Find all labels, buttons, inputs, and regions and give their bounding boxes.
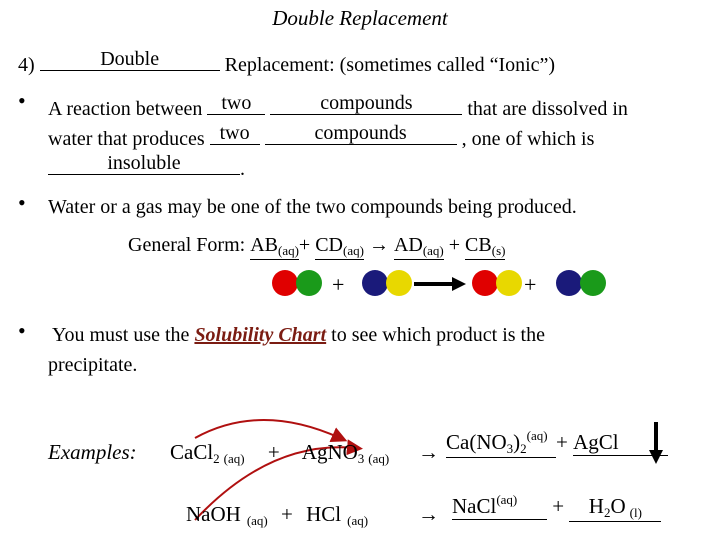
ex1-plus: + <box>267 440 280 464</box>
bullet-marker-1: • <box>18 88 26 113</box>
ex2-nacl-state: (aq) <box>496 492 518 507</box>
ex1-cano-state: (aq) <box>526 428 548 443</box>
ex2-h-subscript: 2 <box>603 505 611 520</box>
ex2-plus-2: + <box>552 494 565 518</box>
ball-c-navy-product <box>556 270 582 296</box>
bullet1-text-c: water that produces <box>48 128 210 150</box>
gf-reactant-cd <box>315 234 364 260</box>
precipitate-down-arrow <box>646 420 666 466</box>
ex2-product-2 <box>569 494 661 522</box>
slide-title: Double Replacement <box>272 6 448 30</box>
blank-two-1 <box>207 94 265 115</box>
ex1-cacl-formula: CaCl <box>170 440 214 464</box>
gf-ad-state: (aq) <box>422 243 444 258</box>
heading-line <box>18 50 555 77</box>
blank-two-2 <box>210 124 260 145</box>
ex2-hcl-formula: HCl <box>306 502 342 526</box>
example2-products <box>452 492 661 522</box>
gf-cb-formula: CB <box>465 234 492 256</box>
gf-product-ad <box>394 234 444 260</box>
blank-insoluble <box>48 154 240 175</box>
gf-plus-1: + <box>298 234 311 256</box>
ball-b-green <box>296 270 322 296</box>
ex2-h-formula: H <box>588 494 604 518</box>
bullet2-text: Water or a gas may be one of the two compounds being produced. <box>48 196 577 218</box>
ex2-naoh-formula: NaOH <box>186 502 241 526</box>
general-form <box>128 234 505 260</box>
gf-ad-formula: AD <box>393 234 423 256</box>
ball-d-yellow <box>386 270 412 296</box>
diagram-plus-2: + <box>524 272 537 297</box>
ex1-cano-close: ) <box>513 430 521 454</box>
gf-ab-formula: AB <box>250 234 278 256</box>
ex2-naoh-state: (aq) <box>246 513 268 528</box>
example1-reactants <box>170 440 389 467</box>
ex1-cano-subscript-2: 2 <box>520 441 527 456</box>
ex2-product-1 <box>452 492 547 520</box>
example2-reactants <box>186 502 368 529</box>
gf-plus-2: + <box>448 234 461 256</box>
bullet3-text-a: You must use the <box>52 324 195 346</box>
blank-compounds-2-answer: compounds <box>314 122 407 144</box>
blank-insoluble-answer: insoluble <box>107 152 181 174</box>
ex1-cacl-state: (aq) <box>223 451 245 466</box>
ex1-cano-formula: Ca(NO <box>446 430 507 454</box>
ex1-agno-subscript: 3 <box>357 451 365 466</box>
diagram-arrow <box>414 275 466 293</box>
ex1-agno-formula: AgNO <box>301 440 358 464</box>
blank-reaction-type-answer: Double <box>100 48 160 70</box>
ball-c-navy <box>362 270 388 296</box>
general-form-label: General Form: <box>128 234 246 256</box>
ex1-product-1 <box>446 428 556 458</box>
bullet3-line2: precipitate. <box>48 354 138 376</box>
example1-products <box>446 428 668 458</box>
ex1-cacl-subscript: 2 <box>213 451 220 466</box>
bullet1-text-b: that are dissolved in <box>462 98 628 120</box>
ball-d-yellow-product <box>496 270 522 296</box>
ex2-nacl-formula: NaCl <box>452 494 497 518</box>
blank-compounds-2 <box>265 124 457 145</box>
bullet1-period: . <box>240 158 245 180</box>
item-number: 4) <box>18 54 40 76</box>
diagram-plus-1: + <box>332 272 345 297</box>
gf-arrow: → <box>368 234 389 256</box>
bullet3-line1 <box>52 324 545 347</box>
bullet1-line2 <box>48 124 594 151</box>
blank-compounds-1-answer: compounds <box>320 92 413 114</box>
gf-product-cb <box>465 234 505 260</box>
gf-reactant-ab <box>250 234 299 260</box>
ex2-o-formula: O <box>610 494 626 518</box>
blank-two-2-answer: two <box>219 122 250 144</box>
ex2-water-state: (l) <box>629 505 642 520</box>
bullet1-line1 <box>48 94 628 121</box>
blank-compounds-1 <box>270 94 462 115</box>
ex1-agcl-formula: AgCl <box>573 430 619 454</box>
bullet-marker-2: • <box>18 190 26 215</box>
bullet1-line3 <box>48 154 245 181</box>
gf-cd-state: (aq) <box>343 243 364 258</box>
ex1-plus-2: + <box>556 430 568 454</box>
bullet1-text-a: A reaction between <box>48 98 208 120</box>
ex1-agno-state: (aq) <box>368 451 390 466</box>
ex2-plus: + <box>281 502 293 526</box>
bullet3-text-b: to see which product is the <box>326 324 545 346</box>
ball-a-red-product <box>472 270 498 296</box>
ball-a-red <box>272 270 298 296</box>
gf-cb-state: (s) <box>491 243 506 258</box>
solubility-chart-emphasis: Solubility Chart <box>194 324 327 346</box>
ball-b-green-product <box>580 270 606 296</box>
gf-cd-formula: CD <box>315 234 343 256</box>
blank-reaction-type <box>40 50 220 71</box>
example2-arrow: → <box>418 502 439 526</box>
ex1-cano-subscript: 3 <box>506 441 514 456</box>
bullet-marker-3: • <box>18 318 26 343</box>
heading-suffix: Replacement: (sometimes called “Ionic”) <box>219 54 556 76</box>
gf-ab-state: (aq) <box>277 243 299 258</box>
ex2-hcl-state: (aq) <box>347 513 369 528</box>
examples-label: Examples: <box>48 440 137 464</box>
blank-two-1-answer: two <box>221 92 252 114</box>
bullet1-text-d: , one of which is <box>456 128 595 150</box>
example1-arrow: → <box>418 440 439 464</box>
